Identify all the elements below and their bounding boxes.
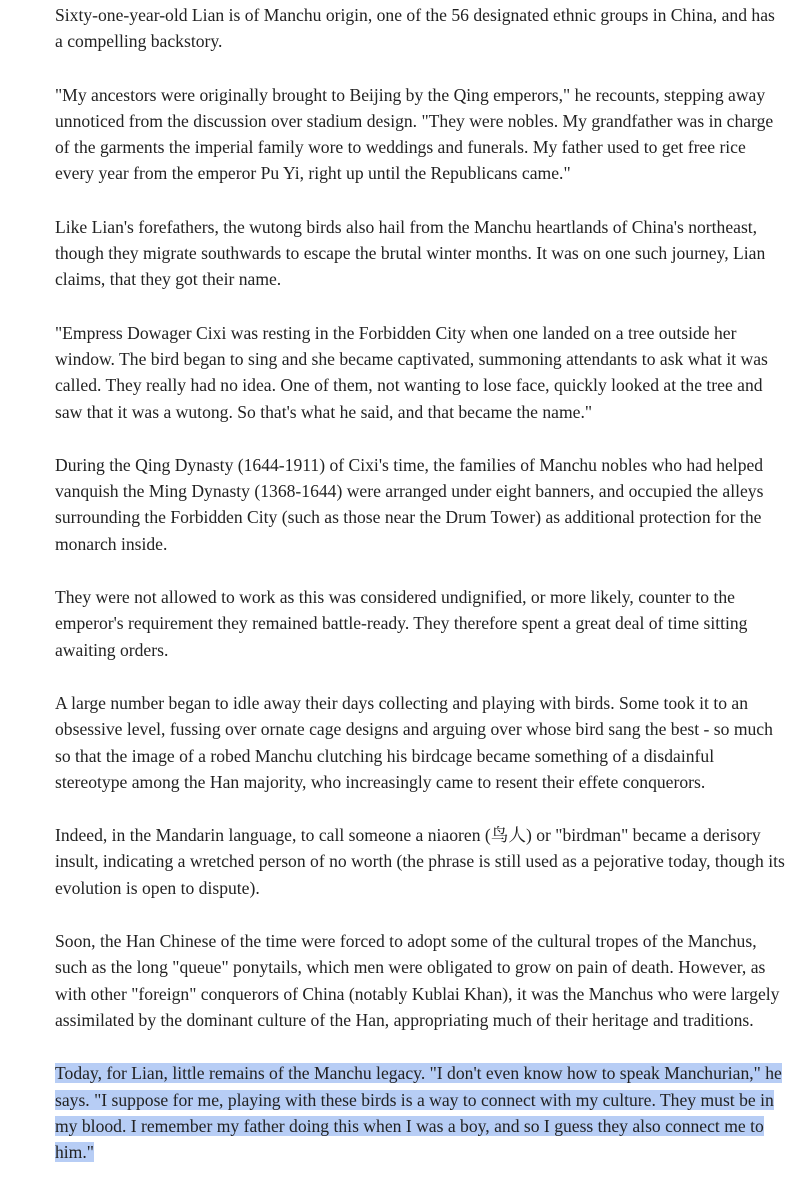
paragraph-not-allowed-to-work: They were not allowed to work as this was considered undignified, or more likely, counter to the emperor's requirement they remained battle-ready. They therefore spent a great deal of time sitting awaiting orders. xyxy=(55,587,748,660)
paragraph-wutong-birds: Like Lian's forefathers, the wutong birds also hail from the Manchu heartlands of China's northeast, though they migrate southwards to escape the brutal winter months. It was on one such journey, Lian claims, that they got their name. xyxy=(55,216,766,290)
paragraph-empress-cixi-quote: "Empress Dowager Cixi was resting in the Forbidden City when one landed on a tree outside her window. The bird began to sing and she became captivated, summoning attendants to ask what it was called. They really had no idea. One of them, not wanting to lose face, quickly looked at the tree and saw that it was a wutong. So that's what he said, and that became the name." xyxy=(55,322,768,422)
paragraph-han-assimilation: Soon, the Han Chinese of the time were forced to adopt some of the cultural tropes of the Manchus, such as the long "queue" ponytails, which men were obligated to grow on pain of death. However, as with other "foreign" conquerors of China (notably Kublai Khan), it was the Manchus who were largely assimilated by the dominant culture of the Han, appropriating much of their heritage and traditions. xyxy=(55,931,780,1030)
paragraph-manchu-origin: Sixty-one-year-old Lian is of Manchu origin, one of the 56 designated ethnic groups in China, and has a compelling backstory. xyxy=(55,5,775,52)
article-body xyxy=(55,2,785,1165)
paragraph-collecting-birds: A large number began to idle away their days collecting and playing with birds. Some took it to an obsessive level, fussing over ornate cage designs and arguing over whose bird sang the best - so much so that the image of a robed Manchu clutching his birdcage became something of a disdainful stereotype among the Han majority, who increasingly came to resent their effete conquerors. xyxy=(55,692,773,792)
paragraph-niaoren-insult: Indeed, in the Mandarin language, to call someone a niaoren (鸟人) or "birdman" became a derisory insult, indicating a wretched person of no worth (the phrase is still used as a pejorative today, though its evolution is open to dispute). xyxy=(55,825,785,898)
text-selection-highlight[interactable]: Today, for Lian, little remains of the Manchu legacy. "I don't even know how to speak Manchurian," he says. "I suppose for me, playing with these birds is a way to connect with my culture. They must be in my blood. I remember my father doing this when I was a boy, and so I guess they also connect me to him." xyxy=(55,1063,782,1163)
paragraph-qing-dynasty: During the Qing Dynasty (1644-1911) of Cixi's time, the families of Manchu nobles who had helped vanquish the Ming Dynasty (1368-1644) were arranged under eight banners, and occupied the alleys surrounding the Forbidden City (such as those near the Drum Tower) as additional protection for the monarch inside. xyxy=(55,454,764,554)
paragraph-highlighted-selection[interactable] xyxy=(55,1060,785,1165)
paragraph-ancestors-quote: "My ancestors were originally brought to Beijing by the Qing emperors," he recounts, stepping away unnoticed from the discussion over stadium design. "They were nobles. My grandfather was in charge of the garments the imperial family wore to weddings and funerals. My father used to get free rice every year from the emperor Pu Yi, right up until the Republicans came." xyxy=(55,84,774,184)
